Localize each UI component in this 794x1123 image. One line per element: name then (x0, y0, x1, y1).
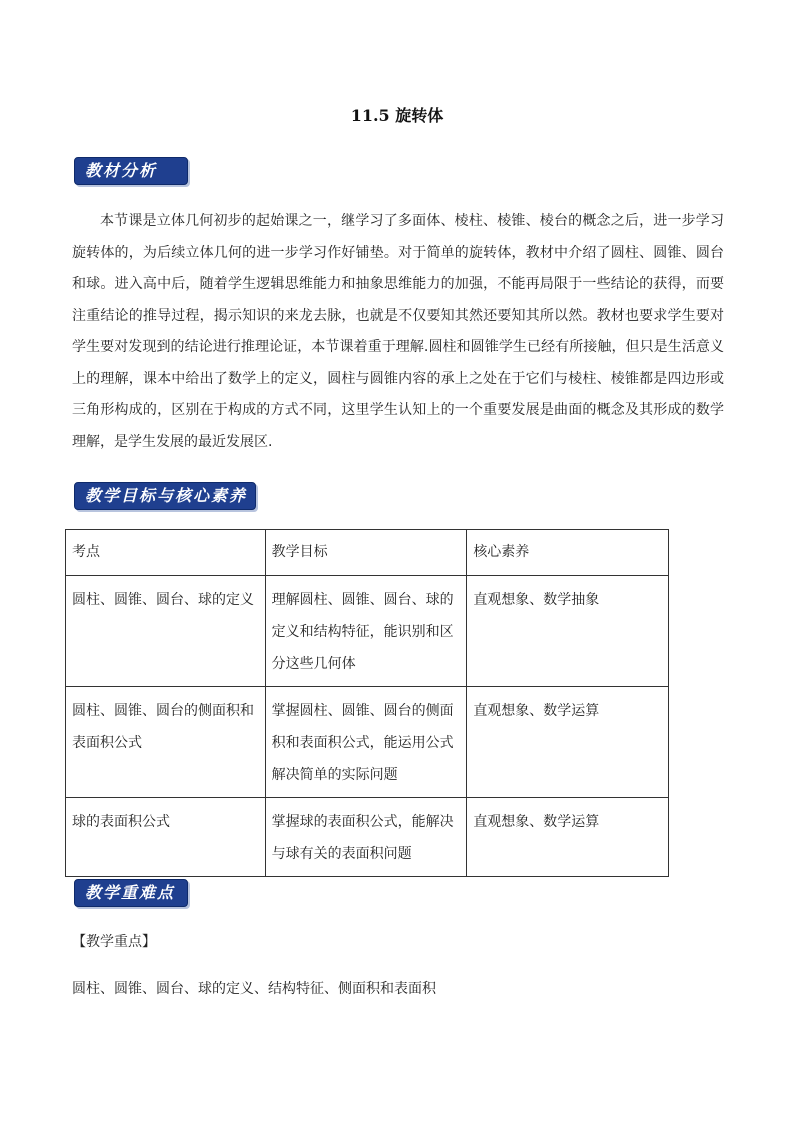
page-title: 11.5 旋转体 (350, 106, 444, 125)
table-cell: 掌握球的表面积公式，能解决与球有关的表面积问题 (265, 798, 467, 877)
key-points-text: 圆柱、圆锥、圆台、球的定义、结构特征、侧面积和表面积 (72, 981, 436, 997)
table-row (66, 798, 669, 877)
analysis-paragraph: 本节课是立体几何初步的起始课之一，继学习了多面体、棱柱、棱锥、棱台的概念之后，进一步学习旋转体的，为后续立体几何的进一步学习作好铺垫。对于简单的旋转体，教材中介绍了圆柱、圆锥、圆台和球。进入高中后，随着学生逻辑思维能力和抽象思维能力的加强，不能再局限于一些结论的获得，而要注重结论的推导过程，揭示知识的来龙去脉，也就是不仅要知其然还要知其所以然。教材也要求学生要对学生要对发现到的结论进行推理论证，本节课着重于理解.圆柱和圆锥学生已经有所接触，但只是生活意义上的理解，课本中给出了数学上的定义，圆柱与圆锥内容的承上之处在于它们与棱柱、棱锥都是四边形或三角形构成的，区别在于构成的方式不同，这里学生认知上的一个重要发展是曲面的概念及其形成的数学理解，是学生发展的最近发展区. (72, 213, 724, 450)
key-points-subheading: 【教学重点】 (72, 934, 156, 950)
section-badge-analysis: 教材分析 (74, 157, 188, 185)
section-badge-key-points: 教学重难点 (74, 879, 188, 907)
table-row (66, 576, 669, 687)
table-row (66, 687, 669, 798)
section-badge-goals: 教学目标与核心素养 (74, 482, 256, 510)
table-cell: 直观想象、数学运算 (467, 687, 669, 798)
table-cell: 直观想象、数学运算 (467, 798, 669, 877)
table-header-cell: 核心素养 (467, 530, 669, 576)
table-header-row (66, 530, 669, 576)
table-cell: 球的表面积公式 (66, 798, 266, 877)
table-header-cell: 教学目标 (265, 530, 467, 576)
table-cell: 直观想象、数学抽象 (467, 576, 669, 687)
table-cell: 圆柱、圆锥、圆台、球的定义 (66, 576, 266, 687)
goals-table (65, 529, 669, 877)
table-header-cell: 考点 (66, 530, 266, 576)
table-cell: 理解圆柱、圆锥、圆台、球的定义和结构特征，能识别和区分这些几何体 (265, 576, 467, 687)
table-cell: 圆柱、圆锥、圆台的侧面积和表面积公式 (66, 687, 266, 798)
table-cell: 掌握圆柱、圆锥、圆台的侧面积和表面积公式，能运用公式解决简单的实际问题 (265, 687, 467, 798)
